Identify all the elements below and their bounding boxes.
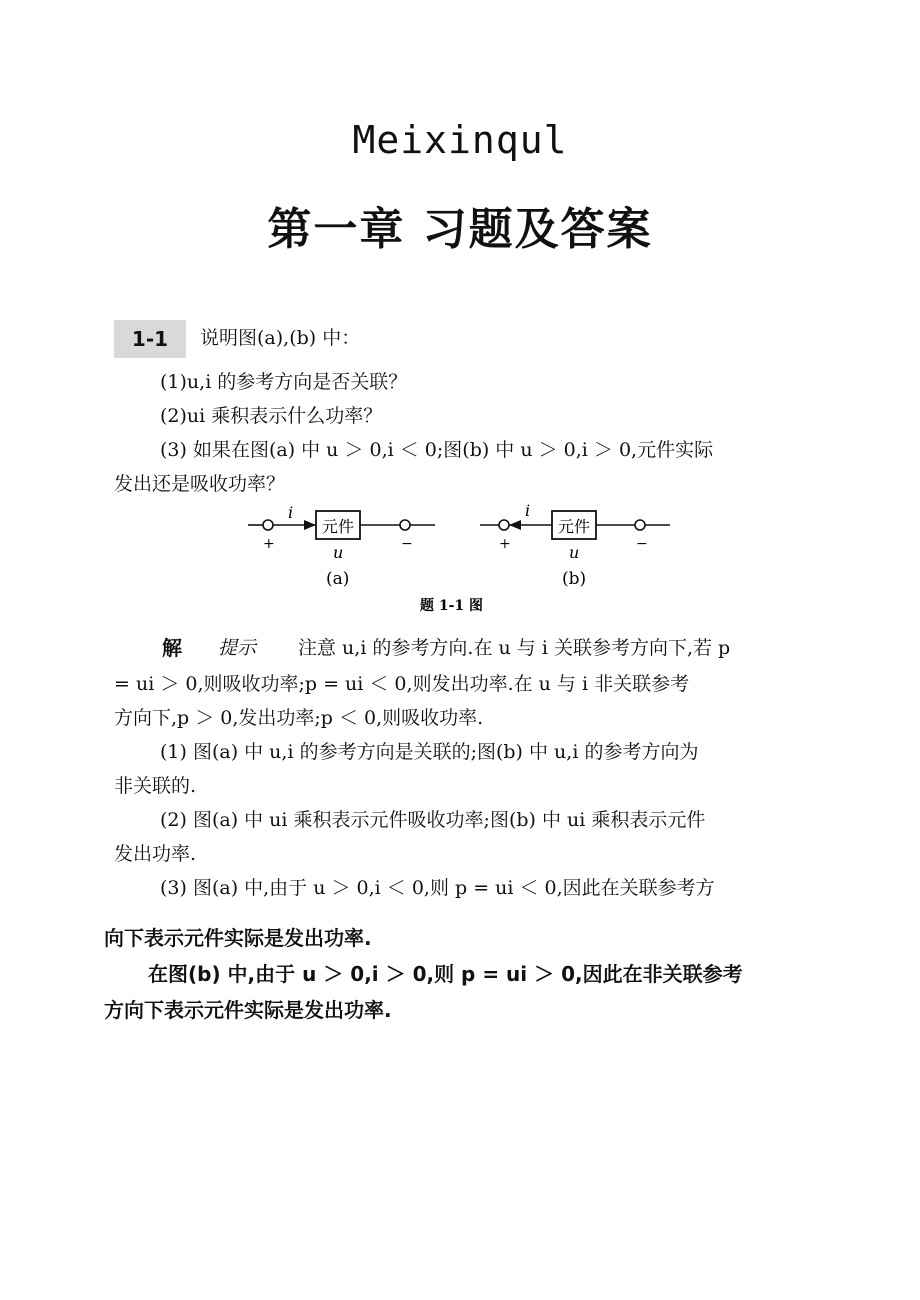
question-2: (2)ui 乘积表示什么功率？	[160, 405, 383, 427]
figure-label-b: (b)	[562, 569, 587, 589]
circuit-b	[480, 501, 670, 589]
problem-intro: 说明图(a),(b) 中：	[200, 327, 361, 349]
element-label-a: 元件	[322, 517, 355, 536]
hint-line-1: 注意 u,i 的参考方向.在 u 与 i 关联参考方向下,若 p	[298, 637, 731, 659]
current-label-a: i	[288, 503, 294, 522]
solution-heading: 解	[162, 636, 182, 660]
answer-3b-line-1: 在图(b) 中,由于 u ＞ 0,i ＞ 0,则 p = ui ＞ 0,因此在非关联参考	[148, 962, 743, 986]
problem-number-badge: 1-1	[114, 320, 186, 358]
answer-2-line-1: (2) 图(a) 中 ui 乘积表示元件吸收功率;图(b) 中 ui 乘积表示元件	[160, 809, 706, 831]
answer-1-line-2: 非关联的.	[114, 775, 197, 797]
terminal-b-right	[635, 520, 645, 530]
voltage-label-a: u	[333, 543, 344, 562]
answer-3-line-1: (3) 图(a) 中,由于 u ＞ 0,i ＜ 0,则 p = ui ＜ 0,因此在关联参考方	[160, 877, 715, 899]
figure-caption: 题 1-1 图	[420, 598, 484, 614]
plus-sign-a: +	[263, 536, 275, 552]
question-3-line-1: (3) 如果在图(a) 中 u ＞ 0,i ＜ 0;图(b) 中 u ＞ 0,i ＞ 0,元件实际	[160, 439, 714, 461]
answer-2-line-2: 发出功率.	[114, 843, 197, 865]
circuit-a	[248, 503, 435, 589]
terminal-a-left	[263, 520, 273, 530]
element-label-b: 元件	[558, 517, 591, 536]
hint-line-2: = ui ＞ 0,则吸收功率;p = ui ＜ 0,则发出功率.在 u 与 i 非关联参考	[114, 673, 690, 695]
question-3-line-2: 发出还是吸收功率？	[114, 473, 286, 495]
minus-sign-b: −	[636, 536, 648, 552]
question-1: (1)u,i 的参考方向是否关联？	[160, 371, 408, 393]
plus-sign-b: +	[499, 536, 511, 552]
arrow-right-icon	[304, 520, 316, 530]
hint-line-3: 方向下,p ＞ 0,发出功率;p ＜ 0,则吸收功率.	[114, 707, 484, 729]
circuit-figure	[230, 500, 700, 620]
answer-3b-line-2: 方向下表示元件实际是发出功率.	[104, 998, 392, 1022]
chapter-title: 第一章 习题及答案	[267, 204, 653, 255]
minus-sign-a: −	[401, 536, 413, 552]
hint-word: 提示	[218, 637, 257, 659]
answer-3-line-2: 向下表示元件实际是发出功率.	[104, 926, 372, 950]
terminal-b-left	[499, 520, 509, 530]
arrow-left-icon	[509, 520, 521, 530]
answer-1-line-1: (1) 图(a) 中 u,i 的参考方向是关联的;图(b) 中 u,i 的参考方向为	[160, 741, 699, 763]
voltage-label-b: u	[569, 543, 580, 562]
terminal-a-right	[400, 520, 410, 530]
figure-label-a: (a)	[326, 569, 350, 589]
current-label-b: i	[525, 501, 531, 520]
watermark-text: Meixinqul	[352, 118, 568, 162]
